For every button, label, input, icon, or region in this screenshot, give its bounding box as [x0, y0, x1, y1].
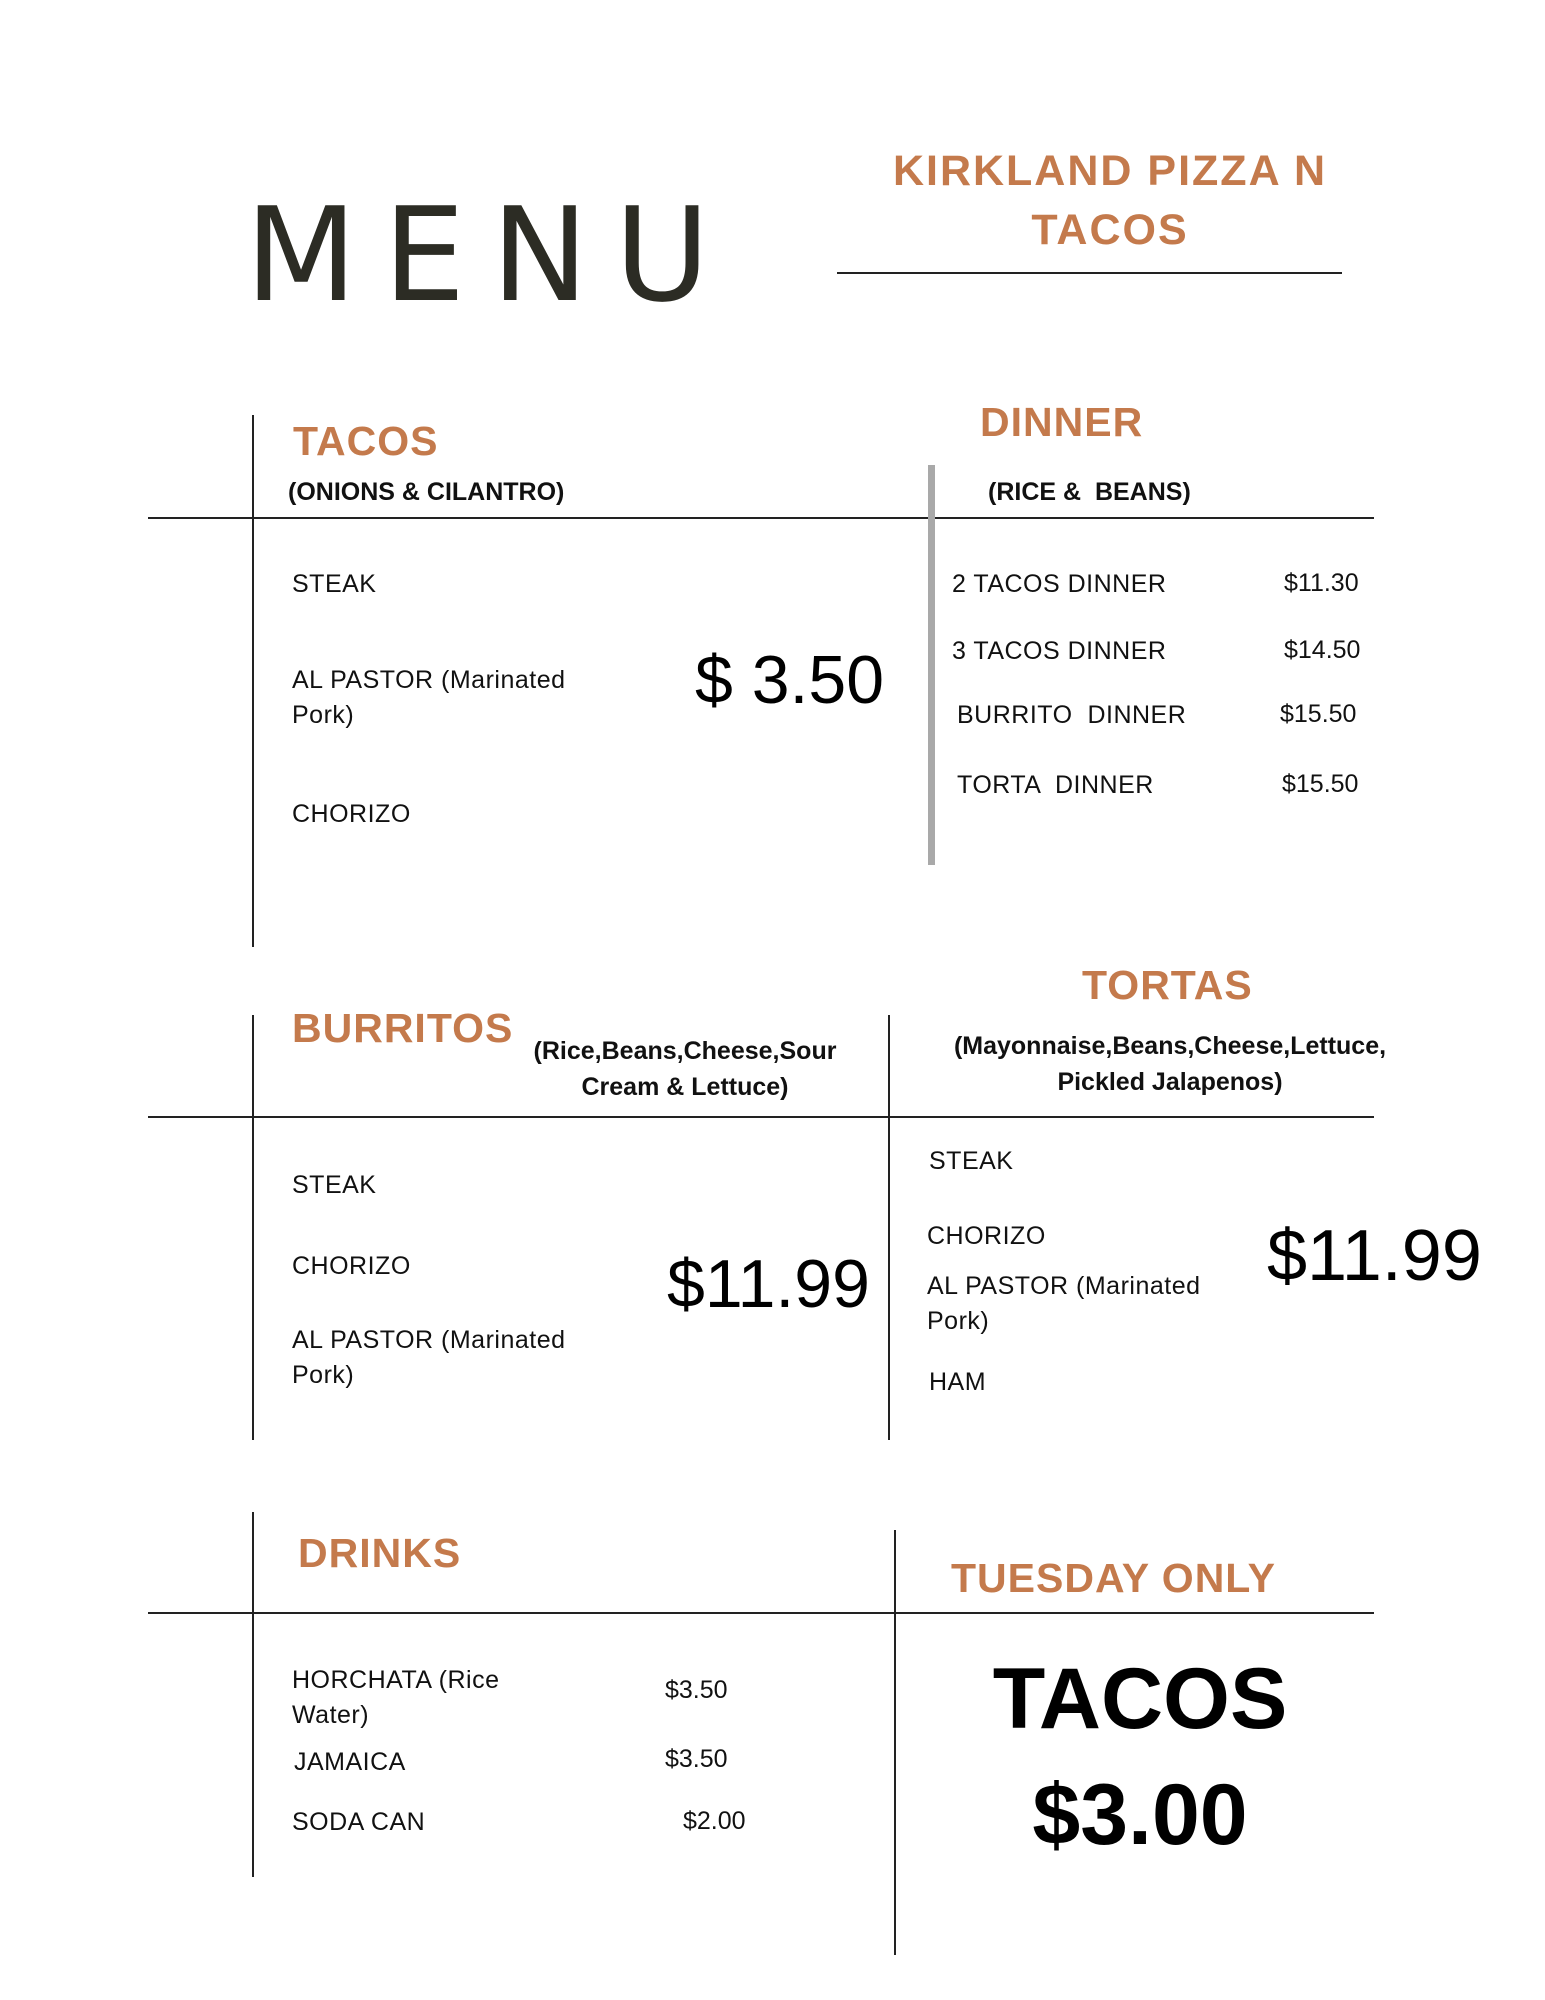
tortas-subtitle-line2: Pickled Jalapenos) — [1057, 1068, 1283, 1097]
drinks-title: DRINKS — [298, 1530, 462, 1576]
restaurant-name-line1: KIRKLAND PIZZA N — [892, 147, 1328, 195]
dinner-vertical-line — [928, 465, 935, 865]
tacos-item-steak: STEAK — [292, 570, 377, 598]
dinner-item-1: 2 TACOS DINNER — [952, 570, 1167, 598]
drinks-item-horchata: HORCHATA (Rice Water) — [292, 1666, 500, 1729]
section2-divider — [148, 1116, 1374, 1118]
dinner-subtitle: (RICE & BEANS) — [988, 478, 1191, 506]
menu-title: MENU — [245, 179, 736, 331]
drinks-price-horchata: $3.50 — [665, 1676, 728, 1704]
tortas-subtitle-line1: (Mayonnaise,Beans,Cheese,Lettuce, — [953, 1032, 1387, 1060]
tacos-title: TACOS — [293, 418, 439, 464]
burritos-subtitle-line1: (Rice,Beans,Cheese,Sour — [533, 1037, 837, 1065]
drinks-price-jamaica: $3.50 — [665, 1745, 728, 1773]
burritos-subtitle — [505, 1033, 865, 1106]
tuesday-vertical-line — [894, 1530, 896, 1955]
burritos-item-chorizo: CHORIZO — [292, 1252, 411, 1280]
tortas-price: $11.99 — [1267, 1216, 1482, 1296]
tacos-subtitle: (ONIONS & CILANTRO) — [288, 478, 565, 506]
tacos-price: $ 3.50 — [695, 642, 885, 718]
burritos-title: BURRITOS — [292, 1005, 514, 1051]
dinner-price-4: $15.50 — [1282, 770, 1359, 798]
dinner-item-2: 3 TACOS DINNER — [952, 637, 1167, 665]
tortas-item-al-pastor: AL PASTOR (Marinated Pork) — [927, 1272, 1201, 1335]
burritos-subtitle-line2: Cream & Lettuce) — [581, 1073, 789, 1102]
tortas-vertical-line — [888, 1015, 890, 1440]
dinner-title: DINNER — [980, 399, 1144, 445]
restaurant-name — [820, 142, 1400, 261]
burritos-vertical-line — [252, 1015, 254, 1440]
burritos-price: $11.99 — [667, 1246, 870, 1322]
dinner-price-3: $15.50 — [1280, 700, 1357, 728]
dinner-price-1: $11.30 — [1284, 569, 1359, 597]
drinks-price-soda: $2.00 — [683, 1807, 746, 1835]
drinks-item-soda: SODA CAN — [292, 1808, 426, 1836]
tortas-item-steak: STEAK — [929, 1147, 1014, 1175]
drinks-item-jamaica: JAMAICA — [294, 1748, 406, 1776]
dinner-price-2: $14.50 — [1284, 636, 1361, 664]
section3-divider — [148, 1612, 1374, 1614]
tortas-title: TORTAS — [1082, 962, 1253, 1008]
tortas-item-chorizo: CHORIZO — [927, 1222, 1046, 1250]
tortas-item-ham: HAM — [929, 1368, 987, 1396]
tuesday-promo-tacos: TACOS — [992, 1651, 1288, 1747]
header-divider — [837, 272, 1342, 274]
drinks-vertical-line — [252, 1512, 254, 1877]
burritos-item-steak: STEAK — [292, 1171, 377, 1199]
tortas-subtitle — [920, 1028, 1420, 1101]
restaurant-name-line2: TACOS — [1031, 206, 1189, 255]
tacos-item-chorizo: CHORIZO — [292, 800, 411, 828]
tacos-item-al-pastor: AL PASTOR (Marinated Pork) — [292, 666, 566, 729]
tacos-vertical-line — [252, 415, 254, 947]
dinner-item-4: TORTA DINNER — [957, 771, 1154, 799]
tuesday-title: TUESDAY ONLY — [951, 1555, 1276, 1601]
tuesday-promo-price: $3.00 — [1032, 1767, 1248, 1863]
dinner-item-3: BURRITO DINNER — [957, 701, 1187, 729]
section1-divider — [148, 517, 1374, 519]
burritos-item-al-pastor: AL PASTOR (Marinated Pork) — [292, 1326, 566, 1389]
